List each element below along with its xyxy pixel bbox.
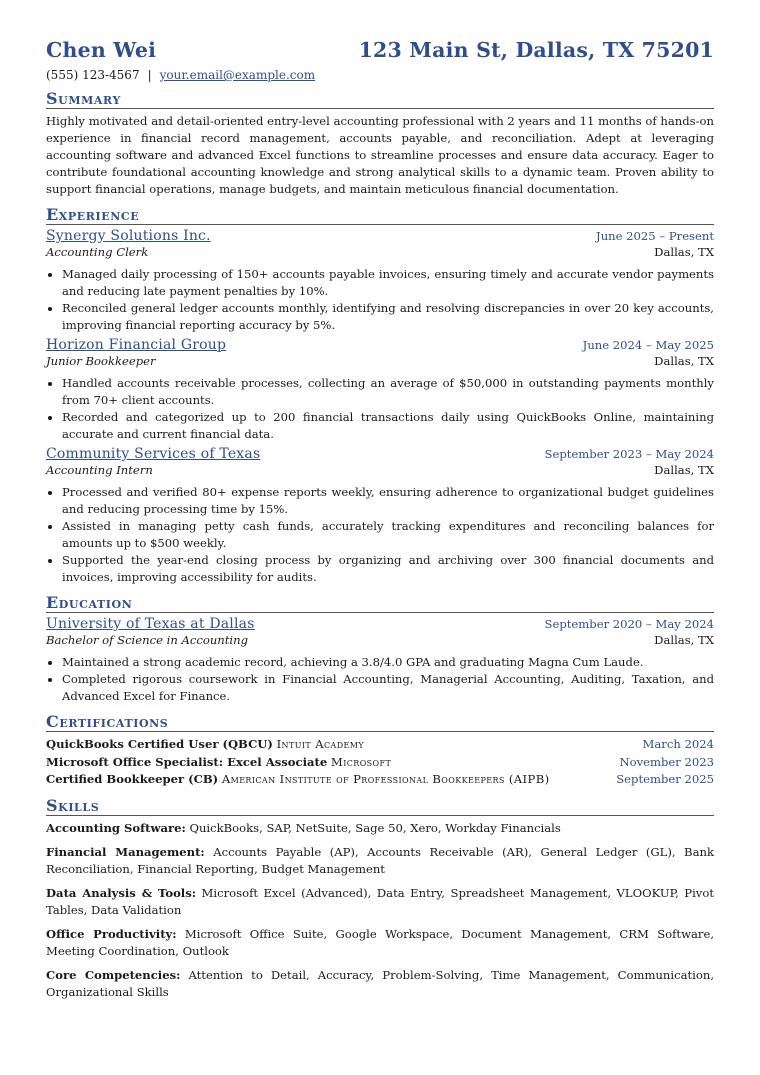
certification-item — [46, 771, 714, 789]
school-location: Dallas, TX — [654, 633, 714, 647]
skill-category: Accounting Software: — [46, 820, 186, 835]
education-dates: September 2020 – May 2024 — [544, 617, 714, 631]
education-bullets — [46, 654, 714, 705]
bullet-item: • Maintained a strong academic record, achieving a 3.8/4.0 GPA and graduating Magna Cum Laude. — [62, 654, 714, 671]
certification-name: QuickBooks Certified User (QBCU) — [46, 737, 273, 751]
job-dates: September 2023 – May 2024 — [544, 447, 714, 461]
job-title: Accounting Clerk — [46, 245, 149, 259]
skills-list — [46, 820, 714, 1001]
skill-values: Microsoft Office Suite, Google Workspace, Document Management, CRM Software, Meeting Coordination, Outlook — [46, 926, 715, 958]
section-title-experience: Experience — [46, 205, 714, 225]
skill-values: Accounts Payable (AP), Accounts Receivable (AR), General Ledger (GL), Bank Reconciliation, Financial Reporting, Budget Management — [46, 844, 714, 876]
certification-issuer: Intuit Academy — [276, 737, 365, 751]
candidate-name: Chen Wei — [46, 38, 157, 62]
job-dates: June 2025 – Present — [596, 229, 714, 243]
skill-values: Attention to Detail, Accuracy, Problem-Solving, Time Management, Communication, Organizational Skills — [46, 967, 715, 999]
certification-item — [46, 736, 714, 754]
certification-issuer: American Institute of Professional Bookkeepers (AIPB) — [221, 772, 550, 786]
job-title: Junior Bookkeeper — [46, 354, 156, 368]
bullet-item: • Recorded and categorized up to 200 financial transactions daily using QuickBooks Online, maintaining accurate and current financial data. — [62, 409, 714, 443]
contact-line — [46, 68, 714, 82]
resume-header — [46, 38, 714, 62]
section-title-education: Education — [46, 593, 714, 613]
certification-issuer: Microsoft — [330, 754, 392, 769]
certification-name: Certified Bookkeeper (CB) — [46, 772, 219, 786]
certification-name: Microsoft Office Specialist: Excel Associate — [46, 754, 328, 769]
bullet-item: • Completed rigorous coursework in Financial Accounting, Managerial Accounting, Auditing, Taxation, and Advanced Excel for Finance. — [62, 671, 714, 705]
job-dates: June 2024 – May 2025 — [582, 338, 714, 352]
bullet-item: • Handled accounts receivable processes, collecting an average of $50,000 in outstanding payments monthly from 70+ client accounts. — [62, 375, 714, 409]
section-title-summary: Summary — [46, 89, 714, 109]
certification-date: September 2025 — [616, 772, 714, 786]
job-location: Dallas, TX — [654, 463, 714, 477]
job-bullets — [46, 266, 714, 334]
job-entry — [46, 337, 714, 443]
job-entry — [46, 228, 714, 334]
bullet-item: • Supported the year-end closing process by organizing and archiving over 300 financial documents and invoices, improving accessibility for audits. — [62, 552, 714, 586]
contact-separator: | — [147, 68, 152, 82]
skill-category: Office Productivity: — [46, 926, 177, 941]
skill-values: Microsoft Excel (Advanced), Data Entry, Spreadsheet Management, VLOOKUP, Pivot Tables, Data Validation — [46, 885, 714, 917]
section-title-skills: Skills — [46, 796, 714, 816]
skill-category: Core Competencies: — [46, 967, 181, 982]
candidate-address: 123 Main St, Dallas, TX 75201 — [358, 38, 714, 62]
certification-date: November 2023 — [619, 754, 714, 769]
skill-line — [46, 885, 714, 919]
skill-category: Data Analysis & Tools: — [46, 885, 197, 900]
certifications-list — [46, 736, 714, 789]
bullet-item: • Managed daily processing of 150+ accounts payable invoices, ensuring timely and accurate vendor payments and reducing late payment penalties by 10%. — [62, 266, 714, 300]
job-bullets — [46, 484, 714, 586]
employer-link[interactable]: Synergy Solutions Inc. — [46, 228, 211, 244]
job-bullets — [46, 375, 714, 443]
summary-text: Highly motivated and detail-oriented entry-level accounting professional with 2 years and 11 months of hands-on experience in financial record management, accounts payable, and reconciliation. Adept at leveraging accounting software and advanced Excel functions to streamline processes and ensure data accuracy. Eager to contribute foundational accounting knowledge and strong analytical skills to a dynamic team. Proven ability to support financial operations, manage budgets, and maintain meticulous financial documentation. — [46, 114, 714, 196]
employer-link[interactable]: Community Services of Texas — [46, 446, 261, 462]
skill-category: Financial Management: — [46, 844, 205, 859]
bullet-item: • Processed and verified 80+ expense reports weekly, ensuring adherence to organizational budget guidelines and reducing processing time by 15%. — [62, 484, 714, 518]
skill-line — [46, 844, 714, 878]
employer-link[interactable]: Horizon Financial Group — [46, 337, 227, 353]
phone-number: (555) 123-4567 — [46, 68, 140, 82]
skill-line — [46, 967, 714, 1001]
job-location: Dallas, TX — [654, 354, 714, 368]
education-entry — [46, 616, 714, 705]
skill-line — [46, 820, 714, 837]
degree: Bachelor of Science in Accounting — [46, 633, 249, 647]
job-entry — [46, 446, 714, 586]
certification-item — [46, 754, 714, 772]
skill-values: QuickBooks, SAP, NetSuite, Sage 50, Xero, Workday Financials — [189, 820, 561, 835]
job-title: Accounting Intern — [46, 463, 153, 477]
certification-date: March 2024 — [642, 737, 714, 751]
skill-line — [46, 926, 714, 960]
school-link[interactable]: University of Texas at Dallas — [46, 616, 255, 632]
bullet-item: • Reconciled general ledger accounts monthly, identifying and resolving discrepancies in over 20 key accounts, improving financial reporting accuracy by 5%. — [62, 300, 714, 334]
email-link[interactable]: your.email@example.com — [159, 68, 316, 82]
job-location: Dallas, TX — [654, 245, 714, 259]
section-title-certifications: Certifications — [46, 712, 714, 732]
bullet-item: • Assisted in managing petty cash funds, accurately tracking expenditures and reconciling balances for amounts up to $500 weekly. — [62, 518, 714, 552]
